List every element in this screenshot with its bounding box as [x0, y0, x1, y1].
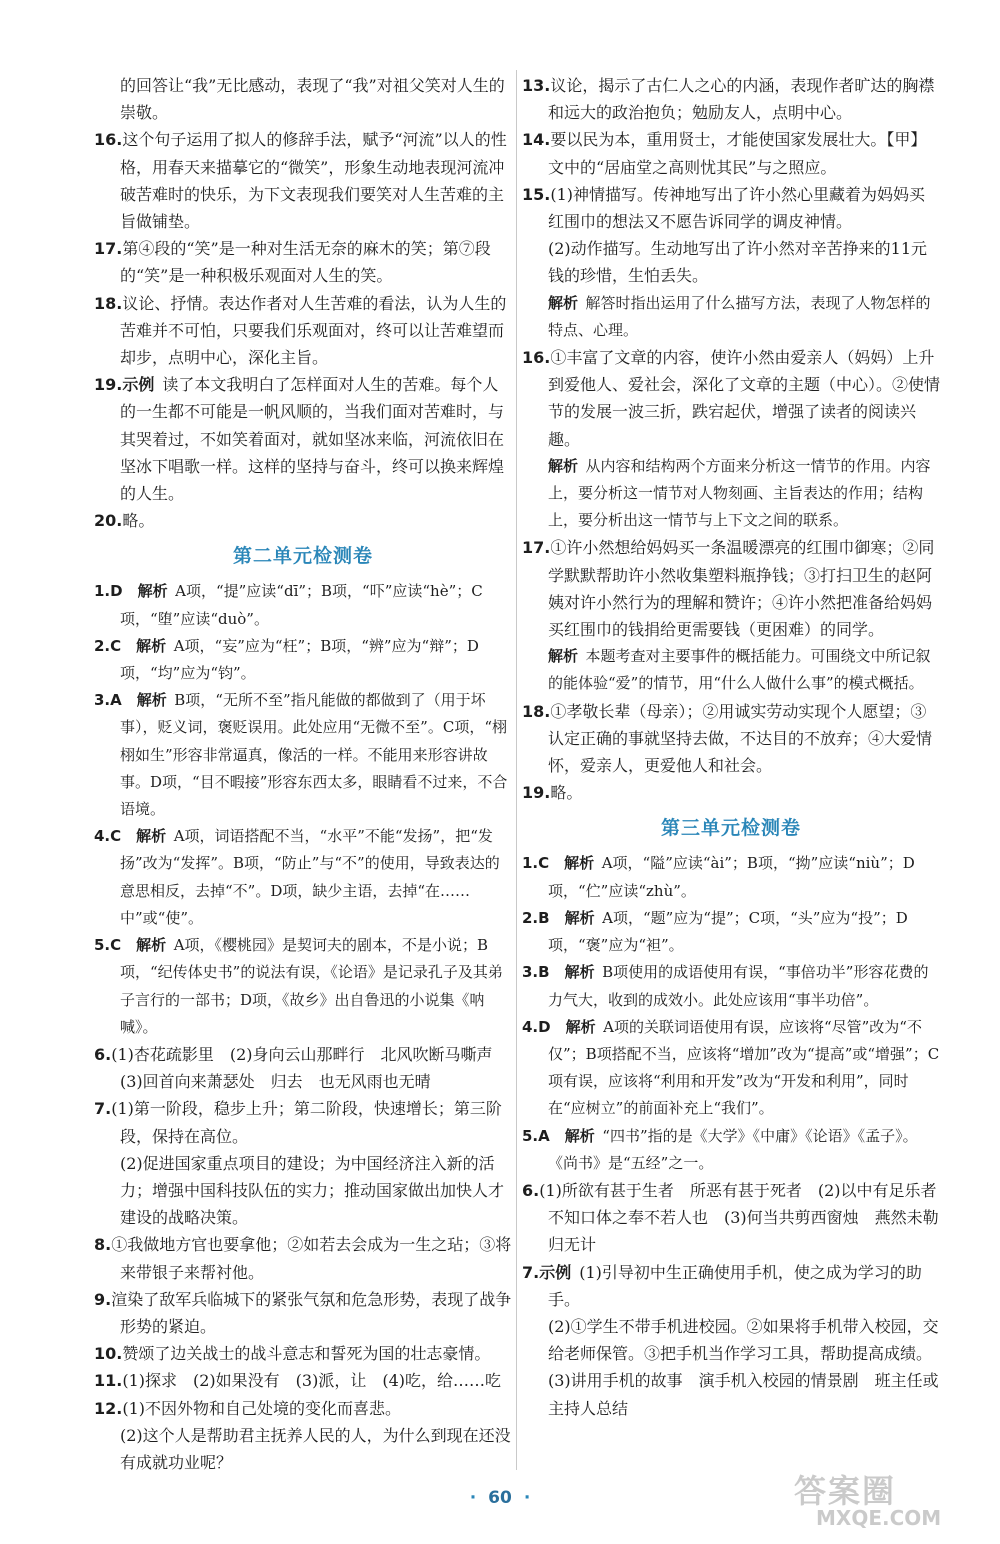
answer-item	[522, 905, 940, 959]
answer-item	[94, 1231, 512, 1285]
answer-text: A项，《樱桃园》是契诃夫的剧本，不是小说；B项，“纪传体史书”的说法有误，《论语》是记录孔子及其弟子言行的一部书；D项，《故乡》出自鲁迅的小说集《呐喊》。	[120, 936, 503, 1036]
question-number: 13.	[522, 76, 551, 95]
answer-text: 本题考查对主要事件的概括能力。可围绕文中所记叙的能体验“爱”的情节，用“什么人做什么事”的模式概括。	[548, 647, 931, 693]
answer-text: (1)第一阶段，稳步上升；第二阶段，快速增长；第三阶段，保持在高位。	[111, 1099, 502, 1146]
question-number: 12.	[94, 1398, 123, 1418]
label-keyword: 解析	[548, 456, 579, 475]
question-number: 18.	[94, 293, 123, 313]
label-keyword: 解析	[564, 854, 595, 873]
answer-item	[522, 1123, 940, 1177]
choice-answer: C	[538, 854, 550, 873]
question-number: 5.	[522, 1126, 539, 1145]
answer-text: (1)引导初中生正确使用手机，使之成为学习的助手。	[548, 1262, 922, 1309]
answer-item	[94, 371, 512, 507]
question-number: 9.	[94, 1289, 112, 1309]
answer-item	[522, 959, 940, 1013]
question-number: 10.	[94, 1344, 123, 1364]
question-number: 15.	[522, 184, 551, 204]
answer-text: A项，“妄”应为“枉”；B项，“辨”应为“辩”；D项，“均”应为“钧”。	[120, 636, 479, 683]
question-number: 7.	[94, 1099, 112, 1119]
label-keyword: 解析	[136, 636, 167, 655]
label-keyword: 解析	[564, 908, 595, 927]
answer-text: ①丰富了文章的内容，使许小然由爱亲人（妈妈）上升到爱他人、爱社会，深化了文章的主题（中心）。②使情节的发展一波三折，跌宕起伏，增强了读者的阅读兴趣。	[548, 348, 941, 449]
answer-item	[522, 344, 940, 453]
question-number: 2.	[522, 908, 539, 927]
label-keyword: 解析	[564, 963, 595, 982]
answer-text: ①孝敬长辈（母亲）；②用诚实劳动实现个人愿望；③认定正确的事就坚持去做，不达目的不放弃；④大爱情怀，爱亲人，更爱他人和社会。	[548, 701, 933, 776]
answer-item	[94, 235, 512, 289]
answer-item	[522, 850, 940, 904]
answer-item	[522, 779, 940, 806]
answer-text: 从内容和结构两个方面来分析这一情节的作用。内容上，要分析这一情节对人物刻画、主旨表达的作用；结构上，要分析出这一情节与上下文之间的联系。	[548, 456, 931, 530]
answer-text: (1)不因外物和自己处境的变化而喜悲。	[122, 1398, 402, 1418]
answer-item	[522, 126, 940, 180]
answer-item	[94, 932, 512, 1041]
analysis-note	[522, 643, 940, 697]
page-number-text: 60	[488, 1488, 512, 1508]
question-number: 11.	[94, 1371, 123, 1391]
answer-text: (2)促进国家重点项目的建设；为中国经济注入新的活力；增强中国科技队伍的实力；推动国家做出加快人才建设的战略决策。	[120, 1153, 505, 1228]
answer-item	[94, 1395, 512, 1422]
question-number: 5.	[94, 936, 111, 955]
choice-answer: B	[538, 908, 550, 927]
answer-item	[522, 1177, 953, 1259]
answer-text: (1)杏花疏影里 (2)身向云山那畔行 北风吹断马嘶声 (3)回首向来萧瑟处 归去 也无风雨也无晴	[111, 1044, 509, 1092]
answer-subpart	[522, 1367, 940, 1421]
answer-subpart	[94, 1422, 512, 1476]
answer-item	[94, 126, 512, 235]
answer-text: A项，“提”应读“dī”；B项，“吓”应读“hè”；C项，“堕”应读“duò”。	[120, 582, 483, 628]
question-number: 19.	[94, 375, 123, 395]
question-number: 7.	[522, 1262, 540, 1282]
question-number: 19.	[522, 783, 551, 803]
answer-text: (2)动作描写。生动地写出了许小然对辛苦挣来的11元钱的珍惜，生怕丢失。	[548, 239, 928, 286]
answer-continuation	[94, 72, 512, 126]
label-keyword: 示例	[539, 1262, 572, 1282]
answer-item	[522, 1014, 940, 1123]
answer-text: (1)所欲有甚于生者 所恶有甚于死者 (2)以中有足乐者 不知口体之奉不若人也 (3)何当共剪西窗烛 燕然未勒归无计	[539, 1180, 953, 1255]
answer-text: (2)这个人是帮助君主抚养人民的人，为什么到现在还没有成就功业呢？	[120, 1425, 511, 1472]
section-heading: 第三单元检测卷	[660, 817, 801, 840]
answer-item	[94, 1095, 512, 1149]
answer-item	[94, 578, 512, 632]
question-number: 2.	[94, 636, 111, 655]
answer-item	[94, 1286, 512, 1340]
question-number: 17.	[94, 239, 123, 259]
answer-text: 略。	[122, 511, 155, 531]
label-keyword: 解析	[548, 647, 579, 666]
answer-subpart	[94, 1150, 512, 1232]
question-number: 4.	[522, 1017, 539, 1036]
choice-answer: D	[110, 582, 123, 601]
answer-subpart	[522, 235, 940, 289]
answer-item	[94, 290, 512, 372]
answer-text: 议论，揭示了古仁人之心的内涵，表现作者旷达的胸襟和远大的政治抱负；勉励友人，点明中心。	[548, 76, 935, 123]
answer-text: (1)神情描写。传神地写出了许小然心里藏着为妈妈买红围巾的想法又不愿告诉同学的调皮神情。	[548, 184, 926, 232]
question-number: 4.	[94, 827, 111, 846]
answer-item	[522, 72, 940, 126]
answer-item	[94, 633, 512, 687]
answer-text: 这个句子运用了拟人的修辞手法，赋予“河流”以人的性格，用春天来描摹它的“微笑”，形象生动地表现河流冲破苦难时的快乐，为下文表现我们要笑对人生苦难的主旨做铺垫。	[120, 130, 507, 232]
choice-answer: A	[538, 1126, 550, 1145]
question-number: 16.	[522, 348, 551, 368]
page-number-dot-left: ·	[469, 1488, 477, 1508]
answer-text: (3)讲用手机的故事 演手机入校园的情景剧 班主任或主持人总结	[548, 1371, 939, 1418]
question-number: 8.	[94, 1235, 112, 1255]
answer-text: 的回答让“我”无比感动，表现了“我”对祖父笑对人生的崇敬。	[120, 76, 505, 123]
question-number: 16.	[94, 130, 123, 150]
page-number-dot-right: ·	[523, 1488, 531, 1508]
answer-item	[94, 687, 512, 823]
label-keyword: 解析	[136, 691, 167, 710]
section-heading: 第二单元检测卷	[232, 545, 373, 568]
label-keyword: 示例	[122, 375, 155, 395]
answer-text: 略。	[550, 783, 583, 803]
answer-text: 议论、抒情。表达作者对人生苦难的看法，认为人生的苦难并不可怕，只要我们乐观面对，终可以让苦难望而却步，点明中心，深化主旨。	[120, 293, 507, 368]
choice-answer: C	[110, 936, 122, 955]
answer-item	[94, 1041, 512, 1095]
answer-item	[522, 1259, 940, 1313]
answer-text: A项，“题”应为“提”；C项，“头”应为“投”；D项，“褒”应为“袒”。	[548, 908, 908, 955]
analysis-note	[522, 290, 940, 344]
answer-subpart	[522, 1313, 940, 1367]
label-keyword: 解析	[137, 582, 168, 601]
question-number: 6.	[522, 1180, 540, 1200]
label-keyword: 解析	[136, 827, 167, 846]
answer-text: 要以民为本，重用贤士，才能使国家发展壮大。【甲】文中的“居庙堂之高则忧其民”与之照应。	[548, 130, 927, 177]
answer-text: A项，词语搭配不当，“水平”不能“发扬”，把“发扬”改为“发挥”。B项，“防止”与“不”的使用，导致表达的意思相反，去掉“不”。D项，缺少主语，去掉“在……中”或“使”。	[120, 827, 500, 927]
answer-item	[522, 534, 940, 643]
column-divider	[516, 70, 517, 1470]
answer-item	[522, 698, 940, 780]
answer-text: ①我做地方官也要拿他；②如若去会成为一生之玷；③将来带银子来帮衬他。	[111, 1235, 512, 1282]
choice-answer: B	[538, 963, 550, 982]
answer-item	[522, 181, 940, 235]
answer-item	[94, 1340, 512, 1367]
choice-answer: C	[110, 636, 122, 655]
question-number: 18.	[522, 701, 551, 721]
answer-item	[94, 823, 512, 932]
answer-text: 渲染了敌军兵临城下的紧张气氛和危急形势，表现了战争形势的紧迫。	[111, 1289, 512, 1336]
answer-text: 解答时指出运用了什么描写方法，表现了人物怎样的特点、心理。	[548, 293, 931, 339]
question-number: 1.	[94, 582, 111, 601]
watermark-logo	[786, 1466, 986, 1536]
answer-text: B项，“无所不至”指凡能做的都做到了（用于坏事），贬义词，褒贬误用。此处应用“无微不至”。C项，“栩栩如生”形容非常逼真，像活的一样。不能用来形容讲故事。D项，“目不暇接”形容东西太多，眼睛看不过来，不合语境。	[120, 691, 508, 819]
answer-text: “四书”指的是《大学》《中庸》《论语》《孟子》。《尚书》是“五经”之一。	[548, 1126, 918, 1172]
answer-text: B项使用的成语使用有误，“事倍功半”形容花费的力气大，收到的成效小。此处应该用“事半功倍”。	[548, 963, 929, 1009]
answer-text: (2)①学生不带手机进校园。②如果将手机带入校园，交给老师保管。③把手机当作学习工具，帮助提高成绩。	[548, 1316, 939, 1364]
answer-item	[94, 1367, 512, 1394]
answer-text: ①许小然想给妈妈买一条温暖漂亮的红围巾御寒；②同学默默帮助许小然收集塑料瓶挣钱；③打扫卫生的赵阿姨对许小然行为的理解和赞许；④许小然把准备给妈妈买红围巾的钱捐给更需要钱（更困难）的同学。	[548, 538, 935, 640]
choice-answer: D	[538, 1017, 551, 1036]
answer-text: (1)探求 (2)如果没有 (3)派，让 (4)吃，给……吃	[122, 1371, 502, 1391]
answer-text: 第④段的“笑”是一种对生活无奈的麻木的笑；第⑦段的“笑”是一种积极乐观面对人生的笑。	[120, 239, 491, 286]
question-number: 3.	[522, 963, 539, 982]
question-number: 14.	[522, 130, 551, 150]
answer-text: 读了本文我明白了怎样面对人生的苦难。每个人的一生都不可能是一帆风顺的，当我们面对苦难时，与其哭着过，不如笑着面对，就如坚冰来临，河流依旧在坚冰下唱歌一样。这样的坚持与奋斗，终可以换来辉煌的人生。	[120, 375, 505, 504]
left-column	[94, 72, 512, 1476]
watermark-url: MXQE.COM	[816, 1506, 942, 1530]
choice-answer: C	[110, 827, 122, 846]
analysis-note	[522, 453, 940, 535]
label-keyword: 解析	[548, 293, 579, 312]
question-number: 3.	[94, 691, 111, 710]
choice-answer: A	[110, 691, 122, 710]
answer-text: 赞颂了边关战士的战斗意志和誓死为国的壮志豪情。	[122, 1344, 491, 1364]
label-keyword: 解析	[564, 1126, 595, 1145]
question-number: 17.	[522, 538, 551, 558]
watermark-logo-text: 答案圈	[794, 1472, 897, 1510]
question-number: 1.	[522, 854, 539, 873]
question-number: 20.	[94, 511, 123, 531]
label-keyword: 解析	[565, 1017, 596, 1036]
answer-item	[94, 507, 512, 534]
right-column	[522, 72, 953, 1422]
answer-text: A项的关联词语使用有误，应该将“尽管”改为“不仅”；B项搭配不当，应该将“增加”改为“提高”或“增强”；C项有误，应该将“利用和开发”改为“开发和利用”，同时在“应树立”的前面补充上“我们”。	[548, 1017, 940, 1118]
label-keyword: 解析	[136, 936, 167, 955]
question-number: 6.	[94, 1044, 112, 1064]
answer-text: A项，“隘”应读“ài”；B项，“拗”应读“niù”；D项，“伫”应读“zhù”。	[548, 854, 915, 900]
